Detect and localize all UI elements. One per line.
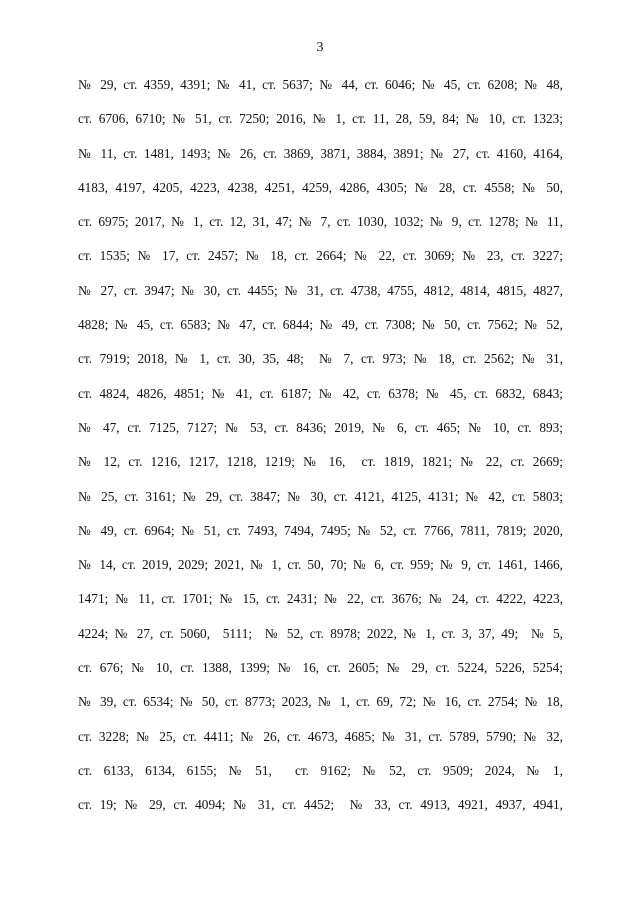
text-line: № 29, ст. 4359, 4391; № 41, ст. 5637; № 44, ст. 6046; № 45, ст. 6208; № 48, [78,77,563,92]
text-line: 1471; № 11, ст. 1701; № 15, ст. 2431; № 22, ст. 3676; № 24, ст. 4222, 4223, [78,591,563,607]
text-line: 4183, 4197, 4205, 4223, 4238, 4251, 4259, 4286, 4305; № 28, ст. 4558; № 50, [78,179,563,195]
text-line: ст. 7919; 2018, № 1, ст. 30, 35, 48; № 7, ст. 973; № 18, ст. 2562; № 31, [78,351,563,367]
text-line: № 27, ст. 3947; № 30, ст. 4455; № 31, ст. 4738, 4755, 4812, 4814, 4815, 4827, [78,282,563,298]
text-line: ст. 1535; № 17, ст. 2457; № 18, ст. 2664; № 22, ст. 3069; № 23, ст. 3227; [78,248,563,264]
document-body [78,68,563,823]
text-line: ст. 6706, 6710; № 51, ст. 7250; 2016, № 1, ст. 11, 28, 59, 84; № 10, ст. 1323; [78,111,563,127]
text-line: ст. 676; № 10, ст. 1388, 1399; № 16, ст. 2605; № 29, ст. 5224, 5226, 5254; [78,660,563,676]
text-line: ст. 19; № 29, ст. 4094; № 31, ст. 4452; № 33, ст. 4913, 4921, 4937, 4941, [78,797,563,813]
text-line: № 49, ст. 6964; № 51, ст. 7493, 7494, 7495; № 52, ст. 7766, 7811, 7819; 2020, [78,522,563,538]
text-line: ст. 4824, 4826, 4851; № 41, ст. 6187; № 42, ст. 6378; № 45, ст. 6832, 6843; [78,385,563,401]
text-line: ст. 6133, 6134, 6155; № 51, ст. 9162; № 52, ст. 9509; 2024, № 1, [78,762,563,778]
text-line: № 39, ст. 6534; № 50, ст. 8773; 2023, № 1, ст. 69, 72; № 16, ст. 2754; № 18, [78,694,563,710]
text-line: № 47, ст. 7125, 7127; № 53, ст. 8436; 2019, № 6, ст. 465; № 10, ст. 893; [78,419,563,435]
page-number: 3 [316,40,324,55]
text-line: № 12, ст. 1216, 1217, 1218, 1219; № 16, ст. 1819, 1821; № 22, ст. 2669; [78,454,563,470]
text-line: № 11, ст. 1481, 1493; № 26, ст. 3869, 3871, 3884, 3891; № 27, ст. 4160, 4164, [78,145,563,161]
text-line: 4224; № 27, ст. 5060, 5111; № 52, ст. 8978; 2022, № 1, ст. 3, 37, 49; № 5, [78,625,563,641]
text-line: № 14, ст. 2019, 2029; 2021, № 1, ст. 50, 70; № 6, ст. 959; № 9, ст. 1461, 1466, [78,557,563,573]
text-line: ст. 3228; № 25, ст. 4411; № 26, ст. 4673, 4685; № 31, ст. 5789, 5790; № 32, [78,728,563,744]
text-line: № 25, ст. 3161; № 29, ст. 3847; № 30, ст. 4121, 4125, 4131; № 42, ст. 5803; [78,488,563,504]
text-line: 4828; № 45, ст. 6583; № 47, ст. 6844; № 49, ст. 7308; № 50, ст. 7562; № 52, [78,317,563,333]
text-line: ст. 6975; 2017, № 1, ст. 12, 31, 47; № 7, ст. 1030, 1032; № 9, ст. 1278; № 11, [78,214,563,230]
